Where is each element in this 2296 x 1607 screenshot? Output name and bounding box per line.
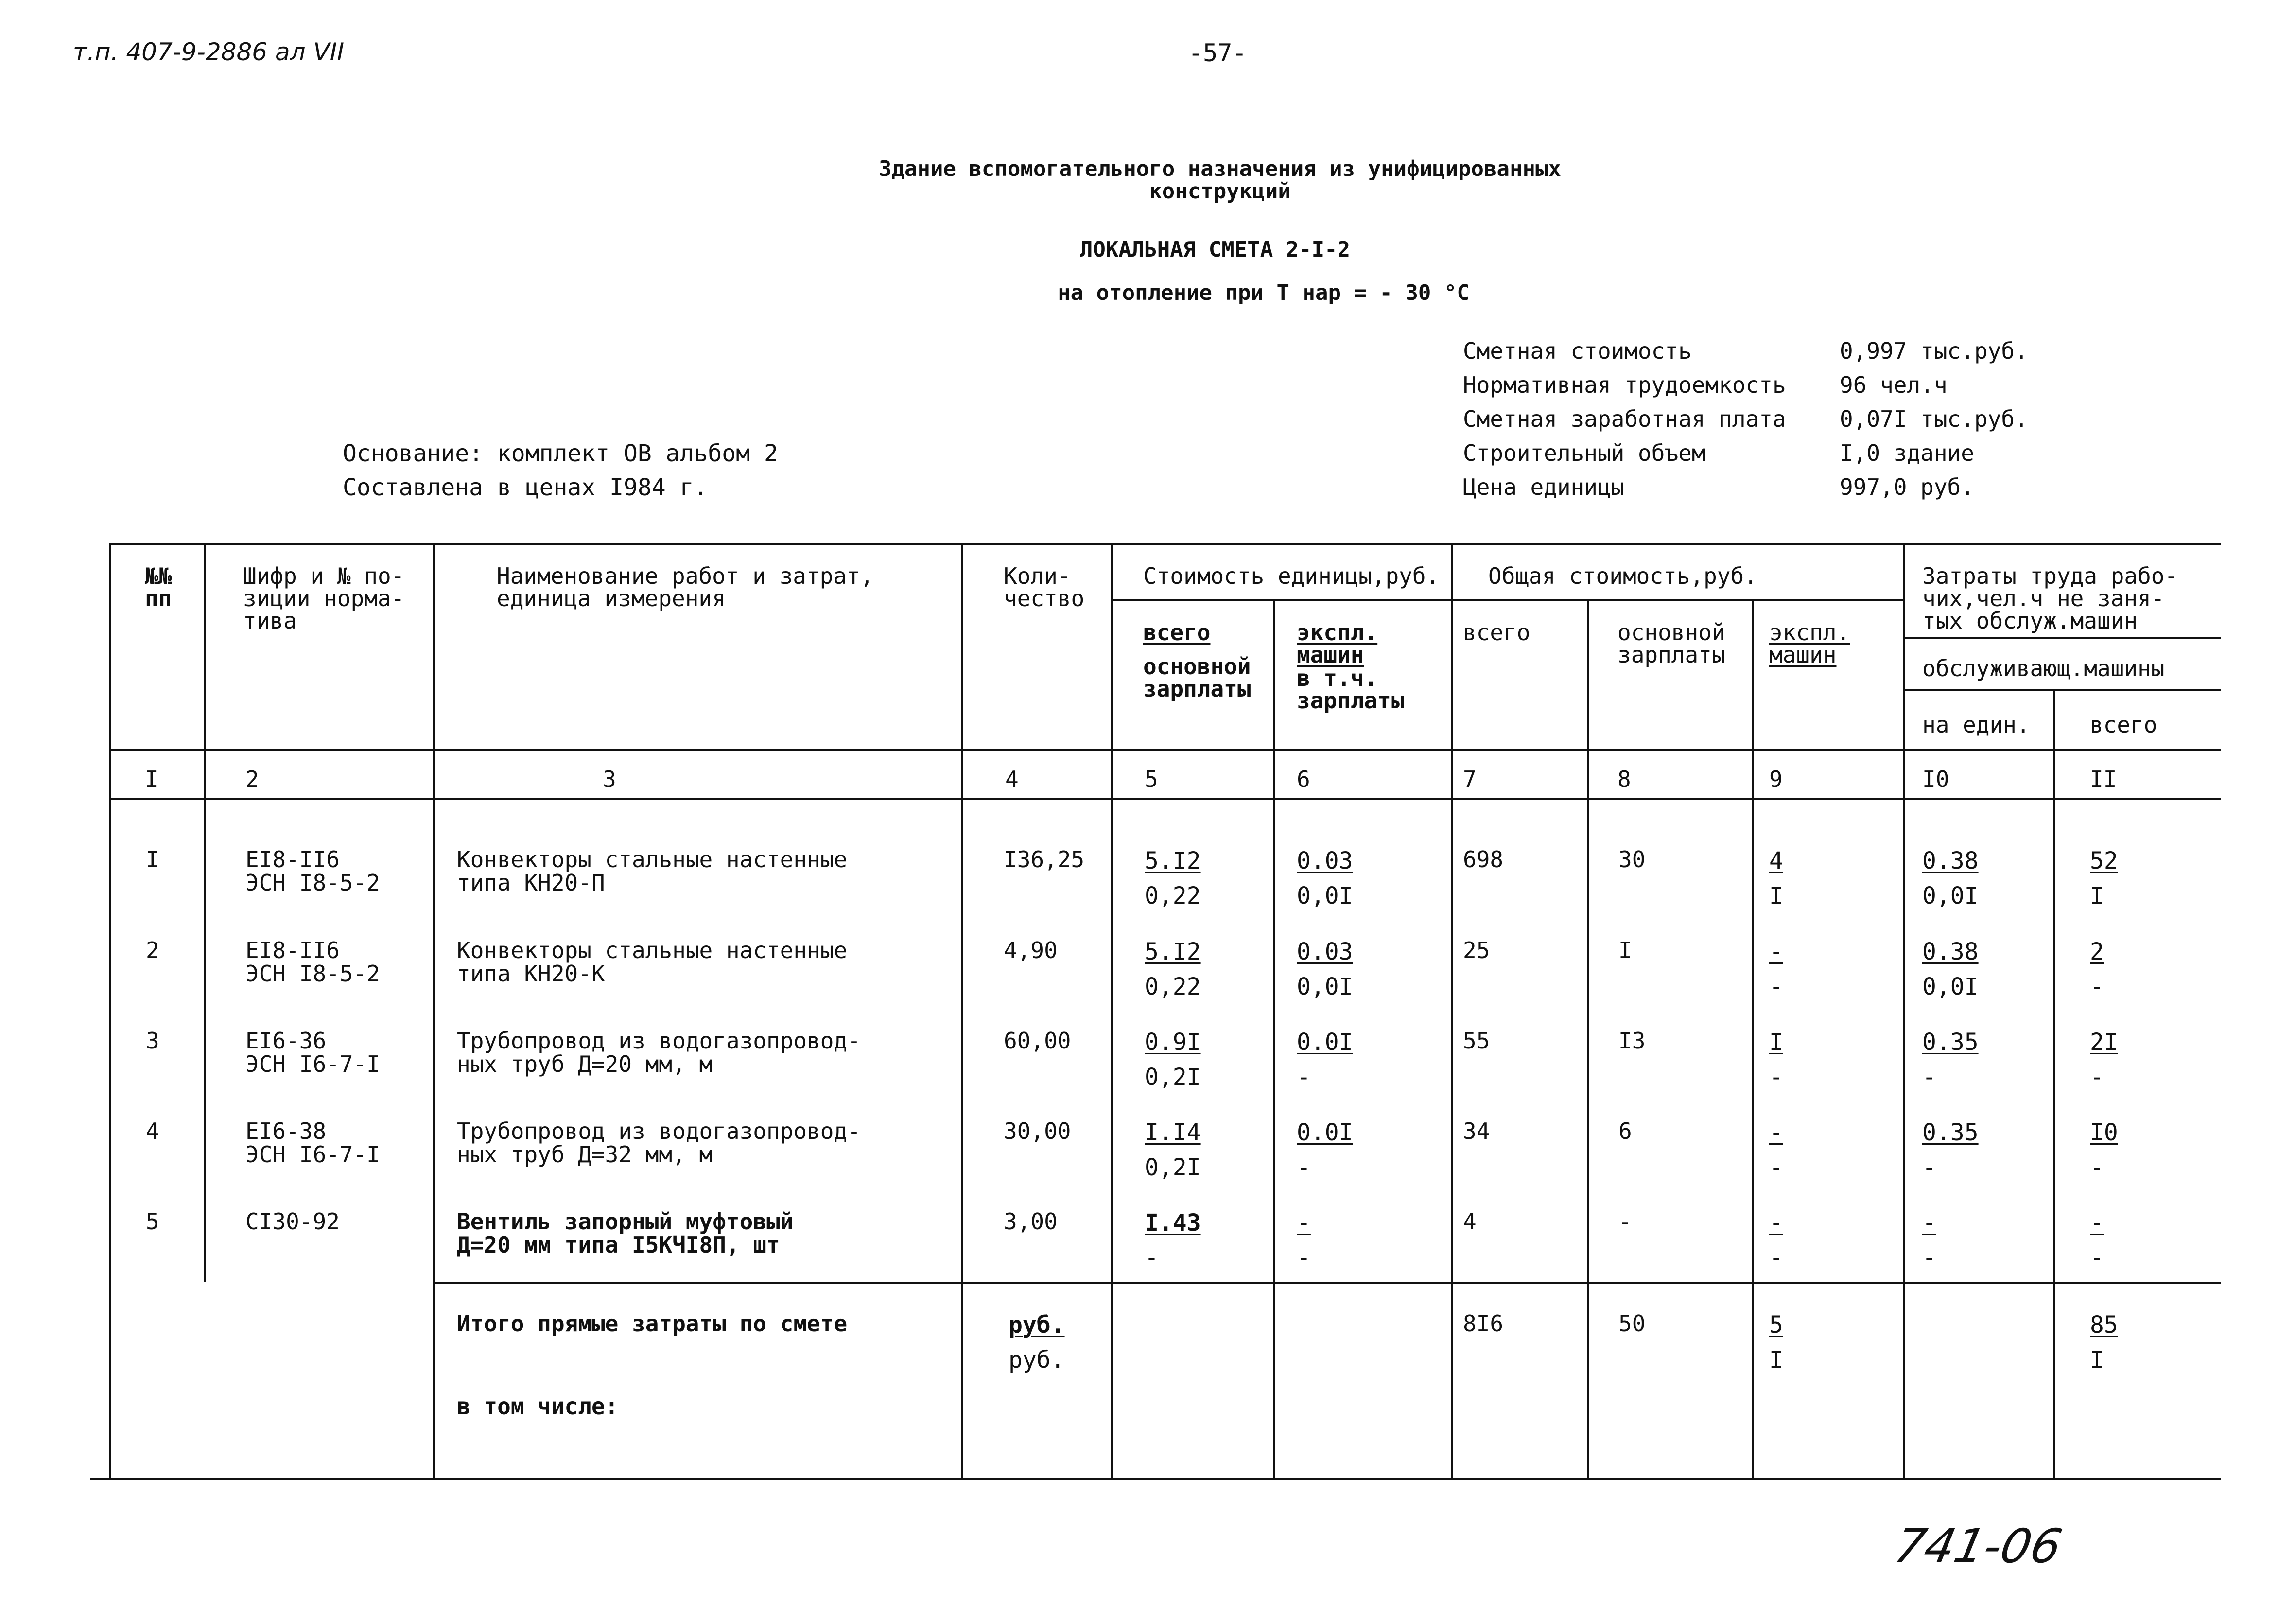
row-1-unit-cost — [1145, 843, 1201, 913]
row-2-wage-total: I — [1618, 937, 1632, 963]
summary-value-1: 0,997 тыс.руб. — [1840, 338, 2028, 364]
total-unit-bottom: руб. — [1009, 1346, 1065, 1374]
row-2-c11-a: 2 — [2090, 938, 2104, 965]
row-3-machines-total — [1769, 1025, 1783, 1095]
table-subheader-line-1011b — [1903, 689, 2221, 691]
row-5-c10-a: - — [1922, 1209, 1936, 1237]
row-4-c11-a: I0 — [2090, 1119, 2118, 1146]
row-2-code-2: ЭСН I8-5-2 — [245, 961, 380, 987]
row-2-c5-total: 5.I2 — [1145, 938, 1201, 965]
header-col-5-bottom: основной зарплаты — [1143, 653, 1251, 702]
row-1-c9-a: 4 — [1769, 847, 1783, 874]
row-1-c6-wage: 0,0I — [1297, 882, 1353, 909]
row-4-total: 34 — [1463, 1118, 1490, 1144]
row-2-c6-machines: 0.03 — [1297, 938, 1353, 965]
row-5-c9-a: - — [1769, 1209, 1783, 1237]
header-col-1: №№ пп — [145, 563, 172, 611]
row-3-c10-a: 0.35 — [1922, 1029, 1979, 1056]
header-col-9: экспл. машин — [1769, 619, 1850, 668]
col-number-10: I0 — [1922, 766, 1949, 792]
table-subheader-line-789 — [1451, 599, 1903, 601]
row-5-c6-machines: - — [1297, 1209, 1311, 1237]
row-1-machine-cost — [1297, 843, 1353, 913]
row-3-unit-cost — [1145, 1025, 1201, 1095]
row-1-c5-total: 5.I2 — [1145, 847, 1201, 874]
total-unit — [1009, 1308, 1065, 1378]
col-divider-10-11 — [2053, 689, 2055, 1478]
summary-label-2: Нормативная трудоемкость — [1463, 372, 1786, 398]
header-group-total-cost: Общая стоимость,руб. — [1488, 563, 1757, 589]
row-1-labor-total — [2090, 843, 2118, 913]
row-2-c9-b: - — [1769, 973, 1783, 1000]
col-number-7: 7 — [1463, 766, 1477, 792]
summary-label-3: Сметная заработная плата — [1463, 406, 1786, 432]
row-3-machine-cost — [1297, 1025, 1353, 1095]
total-unit-top: руб. — [1009, 1311, 1065, 1339]
header-col-4: Коли- чество — [1004, 563, 1085, 611]
row-4-machine-cost — [1297, 1115, 1353, 1185]
title-line-2: конструкций — [1149, 179, 1291, 204]
row-1-c6-machines: 0.03 — [1297, 847, 1353, 874]
row-4-c11-b: - — [2090, 1154, 2104, 1181]
col-divider-3-4 — [961, 543, 963, 1478]
row-1-c10-a: 0.38 — [1922, 847, 1979, 874]
row-2-c9-a: - — [1769, 938, 1783, 965]
row-3-c9-b: - — [1769, 1064, 1783, 1091]
col-number-9: 9 — [1769, 766, 1783, 792]
summary-label-4: Строительный объем — [1463, 440, 1705, 466]
row-5-machines-total — [1769, 1205, 1783, 1275]
summary-value-2: 96 чел.ч — [1840, 372, 1948, 398]
row-5-c11-a: - — [2090, 1209, 2104, 1237]
row-4-name-2: ных труб Д=32 мм, м — [457, 1141, 713, 1168]
row-5-c5-wage: - — [1145, 1244, 1159, 1272]
row-3-c11-b: - — [2090, 1064, 2104, 1091]
total-c11-b: I — [2090, 1346, 2104, 1374]
row-5-c11-b: - — [2090, 1244, 2104, 1272]
row-1-qty: I36,25 — [1004, 846, 1085, 873]
estimate-subtitle: на отопление при Т нар = - 30 °С — [1058, 280, 1470, 305]
summary-value-4: I,0 здание — [1840, 440, 1974, 466]
row-2-machine-cost — [1297, 934, 1353, 1004]
page-number: -57- — [1188, 39, 1247, 67]
basis-line-2: Составлена в ценах I984 г. — [343, 474, 708, 501]
row-3-code-2: ЭСН I6-7-I — [245, 1051, 380, 1077]
col-number-5: 5 — [1145, 766, 1158, 792]
header-col-2: Шифр и № по- зиции норма- тива — [243, 563, 405, 634]
header-col-5-top: всего — [1143, 619, 1211, 646]
row-5-c5-total: I.43 — [1145, 1209, 1201, 1237]
row-4-c5-wage: 0,2I — [1145, 1154, 1201, 1181]
row-4-c5-total: I.I4 — [1145, 1119, 1201, 1146]
col-number-4: 4 — [1005, 766, 1019, 792]
row-1-name-2: типа КН20-П — [457, 870, 605, 896]
total-c11-a: 85 — [2090, 1311, 2118, 1339]
col-divider-6-7 — [1451, 543, 1453, 1478]
row-2-labor-unit — [1922, 934, 1979, 1004]
row-2-c5-wage: 0,22 — [1145, 973, 1201, 1000]
title-line-1: Здание вспомогательного назначения из унифицированных — [879, 157, 1561, 181]
row-5-c6-wage: - — [1297, 1244, 1311, 1272]
col-number-3: 3 — [603, 766, 616, 792]
col-divider-1-2 — [204, 543, 206, 1282]
row-3-labor-total — [2090, 1025, 2118, 1095]
row-5-labor-total — [2090, 1205, 2104, 1275]
row-1-num: I — [146, 846, 159, 873]
total-c9 — [1769, 1308, 1783, 1378]
row-1-c5-wage: 0,22 — [1145, 882, 1201, 909]
header-col-6-top: экспл. машин — [1297, 619, 1378, 668]
row-5-name: Вентиль запорный муфтовый — [457, 1208, 794, 1235]
row-2-qty: 4,90 — [1004, 937, 1058, 963]
header-group-unit-cost: Стоимость единицы,руб. — [1143, 563, 1440, 589]
row-4-num: 4 — [146, 1118, 159, 1144]
row-1-c11-b: I — [2090, 882, 2104, 909]
col-divider-8-9 — [1752, 599, 1754, 1478]
row-3-c9-a: I — [1769, 1029, 1783, 1056]
total-c8: 50 — [1618, 1310, 1646, 1337]
row-3-total: 55 — [1463, 1028, 1490, 1054]
row-5-name-2: Д=20 мм типа I5КЧI8П, шт — [457, 1232, 780, 1258]
row-2-labor-total — [2090, 934, 2104, 1004]
header-col-6-bottom: в т.ч. зарплаты — [1297, 665, 1405, 714]
col-divider-2-3 — [433, 543, 435, 1478]
row-2-num: 2 — [146, 937, 159, 963]
total-c9-a: 5 — [1769, 1311, 1783, 1339]
row-1-total: 698 — [1463, 846, 1504, 873]
row-1-code-2: ЭСН I8-5-2 — [245, 870, 380, 896]
row-5-labor-unit — [1922, 1205, 1936, 1275]
row-3-c6-machines: 0.0I — [1297, 1029, 1353, 1056]
col-number-11: II — [2090, 766, 2117, 792]
row-2-unit-cost — [1145, 934, 1201, 1004]
row-1-c11-a: 52 — [2090, 847, 2118, 874]
header-col-10: на един. — [1922, 712, 2030, 738]
col-number-6: 6 — [1297, 766, 1310, 792]
header-col-3: Наименование работ и затрат, единица измерения — [497, 563, 874, 611]
row-4-unit-cost — [1145, 1115, 1201, 1185]
col-number-8: 8 — [1618, 766, 1631, 792]
row-4-c9-b: - — [1769, 1154, 1783, 1181]
row-1-name: Конвекторы стальные настенные — [457, 846, 848, 873]
total-label: Итого прямые затраты по смете — [457, 1310, 848, 1337]
row-4-c9-a: - — [1769, 1119, 1783, 1146]
row-1-labor-unit — [1922, 843, 1979, 913]
row-2-c11-b: - — [2090, 973, 2104, 1000]
row-4-name: Трубопровод из водогазопровод- — [457, 1118, 861, 1144]
summary-value-5: 997,0 руб. — [1840, 474, 1974, 500]
col-divider-4-5 — [1111, 543, 1113, 1478]
row-5-total: 4 — [1463, 1208, 1477, 1235]
row-1-c9-b: I — [1769, 882, 1783, 909]
row-5-c10-b: - — [1922, 1244, 1936, 1272]
row-1-wage-total: 30 — [1618, 846, 1646, 873]
total-c9-b: I — [1769, 1346, 1783, 1374]
row-3-name: Трубопровод из водогазопровод- — [457, 1028, 861, 1054]
row-2-machines-total — [1769, 934, 1783, 1004]
summary-label-1: Сметная стоимость — [1463, 338, 1692, 364]
estimate-title: ЛОКАЛЬНАЯ СМЕТА 2-I-2 — [1079, 237, 1351, 262]
row-4-c10-a: 0.35 — [1922, 1119, 1979, 1146]
row-5-qty: 3,00 — [1004, 1208, 1058, 1235]
col-divider-9-10 — [1903, 543, 1905, 1478]
row-3-c5-wage: 0,2I — [1145, 1064, 1201, 1091]
header-col-8: основной зарплаты — [1618, 619, 1725, 668]
row-4-code-2: ЭСН I6-7-I — [245, 1141, 380, 1168]
row-5-wage-total: - — [1618, 1208, 1632, 1235]
total-sub-label: в том числе: — [457, 1393, 619, 1419]
row-3-c6-wage: - — [1297, 1064, 1311, 1091]
row-2-c10-b: 0,0I — [1922, 973, 1979, 1000]
table-bottom-border — [90, 1478, 2221, 1480]
col-number-1: I — [145, 766, 158, 792]
row-1-c10-b: 0,0I — [1922, 882, 1979, 909]
row-1-machines-total — [1769, 843, 1783, 913]
doc-code: т.п. 407-9-2886 ал VII — [73, 38, 345, 66]
row-1-code: EI8-II6 — [245, 846, 340, 873]
summary-label-5: Цена единицы — [1463, 474, 1625, 500]
table-rows-bottom — [433, 1282, 2221, 1284]
row-2-c10-a: 0.38 — [1922, 938, 1979, 965]
total-c11 — [2090, 1308, 2118, 1378]
row-2-name-2: типа КН20-К — [457, 961, 605, 987]
row-4-labor-total — [2090, 1115, 2118, 1185]
handwritten-code: 741-06 — [1890, 1519, 2067, 1573]
row-2-c6-wage: 0,0I — [1297, 973, 1353, 1000]
row-5-c9-b: - — [1769, 1244, 1783, 1272]
col-divider-7-8 — [1587, 599, 1589, 1478]
col-divider-5-6 — [1273, 599, 1275, 1478]
row-4-machines-total — [1769, 1115, 1783, 1185]
row-3-c11-a: 2I — [2090, 1029, 2118, 1056]
row-2-name: Конвекторы стальные настенные — [457, 937, 848, 963]
basis-line-1: Основание: комплект ОВ альбом 2 — [343, 440, 778, 467]
table-subheader-line-1011 — [1903, 637, 2221, 639]
row-5-code: CI30-92 — [245, 1208, 340, 1235]
row-3-c10-b: - — [1922, 1064, 1936, 1091]
header-col-11: всего — [2090, 712, 2157, 738]
row-2-code: EI8-II6 — [245, 937, 340, 963]
row-3-code: EI6-36 — [245, 1028, 327, 1054]
row-3-wage-total: I3 — [1618, 1028, 1646, 1054]
row-4-code: EI6-38 — [245, 1118, 327, 1144]
table-subheader-line-56 — [1111, 599, 1451, 601]
header-group-labor: Затраты труда рабо- чих,чел.ч не заня- тых обслуж.машин — [1922, 563, 2178, 634]
total-c7: 8I6 — [1463, 1310, 1504, 1337]
row-4-wage-total: 6 — [1618, 1118, 1632, 1144]
header-col-7: всего — [1463, 619, 1531, 646]
col-number-2: 2 — [245, 766, 259, 792]
header-group-labor-sub: обслуживающ.машины — [1922, 655, 2165, 681]
row-3-name-2: ных труб Д=20 мм, м — [457, 1051, 713, 1077]
row-3-labor-unit — [1922, 1025, 1979, 1095]
row-4-labor-unit — [1922, 1115, 1979, 1185]
table-left-border — [109, 543, 111, 1478]
row-2-total: 25 — [1463, 937, 1490, 963]
row-4-c6-machines: 0.0I — [1297, 1119, 1353, 1146]
row-3-qty: 60,00 — [1004, 1028, 1071, 1054]
row-3-num: 3 — [146, 1028, 159, 1054]
row-4-qty: 30,00 — [1004, 1118, 1071, 1144]
row-5-machine-cost — [1297, 1205, 1311, 1275]
summary-value-3: 0,07I тыс.руб. — [1840, 406, 2028, 432]
row-4-c10-b: - — [1922, 1154, 1936, 1181]
row-5-unit-cost — [1145, 1205, 1201, 1275]
row-4-c6-wage: - — [1297, 1154, 1311, 1181]
row-3-c5-total: 0.9I — [1145, 1029, 1201, 1056]
row-5-num: 5 — [146, 1208, 159, 1235]
